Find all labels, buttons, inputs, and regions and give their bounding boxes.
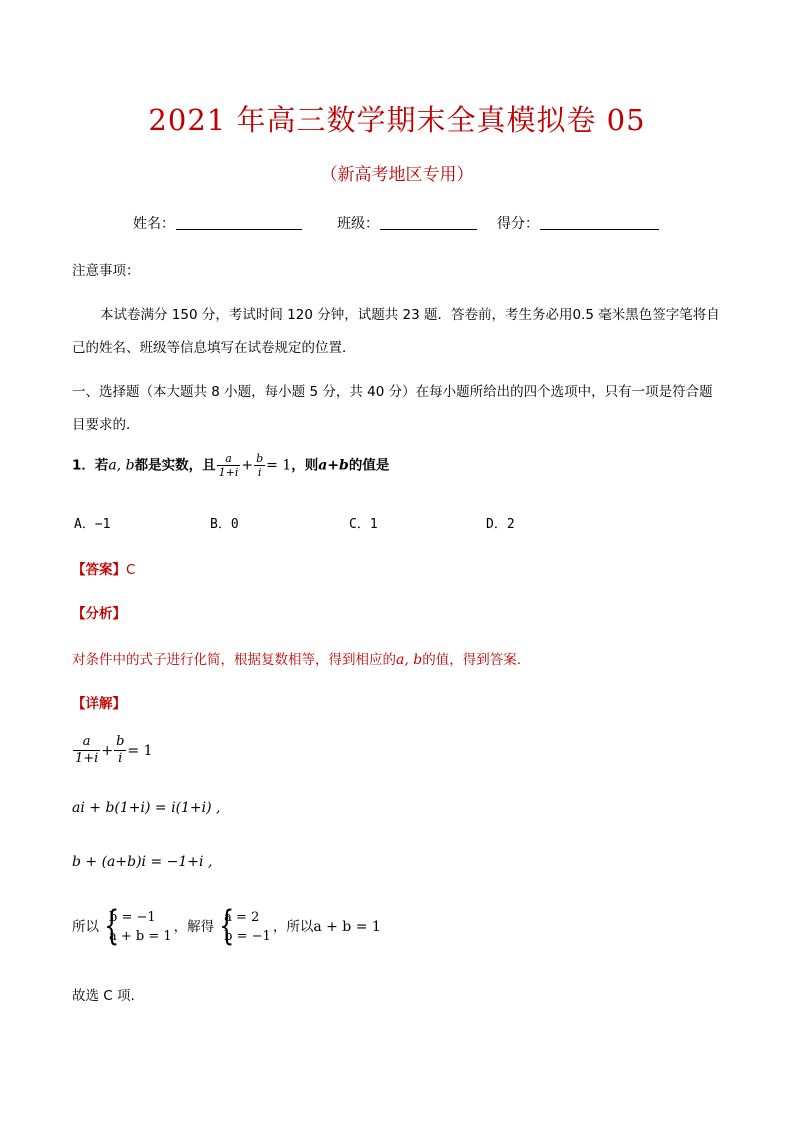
question-1: 1．若a, b都是实数，且 $\frac{a}{1+i}$ + $\frac{b}{i}$ = 1，则a+b的值是	[72, 452, 390, 479]
analysis-tag: 【分析】	[72, 606, 126, 622]
fraction-a-over-1-plus-i: $\frac{a}{1+i}$	[75, 734, 99, 766]
question-vars: a, b	[108, 457, 135, 474]
choice-a[interactable]: A．−1	[74, 517, 111, 532]
answer-value: C	[126, 562, 136, 578]
fraction-b-over-i: $\frac{b}{i}$	[116, 734, 125, 766]
solution-conclusion: 故选 C 项.	[72, 988, 135, 1004]
choice-b[interactable]: B．0	[210, 517, 239, 532]
section-heading-line-1: 一、选择题（本大题共 8 小题，每小题 5 分，共 40 分）在每小题所给出的四个选项中，只有一项是符合题	[72, 384, 713, 400]
question-prefix: 1．若	[72, 457, 109, 474]
question-mid: 都是实数，且	[134, 457, 216, 474]
solution-eq-1: $\frac{a}{1+i}$ + $\frac{b}{i}$ = 1	[75, 734, 153, 766]
notice-line-1: 本试卷满分 150 分，考试时间 120 分钟，试题共 23 题．答卷前，考生务必用0.5 毫米黑色签字笔将自	[100, 307, 720, 323]
answer-tag: 【答案】	[72, 562, 126, 578]
solution-eq-3: b + (a+b)i = −1+i ,	[72, 854, 213, 870]
fraction-a-over-1-plus-i: $\frac{a}{1+i}$	[218, 452, 239, 479]
notice-line-2: 己的姓名、班级等信息填写在试卷规定的位置．	[72, 340, 356, 356]
name-field[interactable]	[176, 229, 302, 230]
class-field[interactable]	[380, 229, 477, 230]
solution-eq-2: ai + b(1+i) = i(1+i) ,	[72, 800, 221, 816]
fraction-b-over-i: $\frac{b}{i}$	[256, 452, 264, 479]
final-label: ，所以	[272, 919, 314, 935]
page-title: 2021 年高三数学期末全真模拟卷 05	[148, 103, 646, 137]
analysis-text: 对条件中的式子进行化简，根据复数相等，得到相应的a, b的值，得到答案.	[72, 652, 522, 668]
question-expr: a+b	[318, 457, 349, 474]
score-field[interactable]	[540, 229, 659, 230]
left-brace-icon: {	[104, 903, 120, 949]
choice-d[interactable]: D．2	[486, 517, 515, 532]
final-expr: a + b = 1	[313, 919, 381, 935]
name-label: 姓名：	[133, 216, 175, 232]
solution-system-line	[72, 903, 381, 949]
left-brace-icon: {	[219, 903, 235, 949]
page-subtitle: （新高考地区专用）	[320, 165, 474, 185]
section-heading-line-2: 目要求的．	[72, 417, 140, 433]
score-label: 得分：	[497, 216, 539, 232]
solve-label: ，解得	[173, 919, 215, 935]
choice-c[interactable]: C．1	[349, 517, 378, 532]
class-label: 班级：	[337, 216, 379, 232]
equation-system-1: { b = −1 a + b = 1	[104, 903, 172, 949]
notice-heading: 注意事项：	[72, 263, 140, 279]
so-label: 所以	[72, 919, 99, 935]
equation-system-2: { a = 2 b = −1	[219, 903, 271, 949]
solution-tag: 【详解】	[72, 696, 126, 712]
answer-line	[72, 558, 135, 578]
